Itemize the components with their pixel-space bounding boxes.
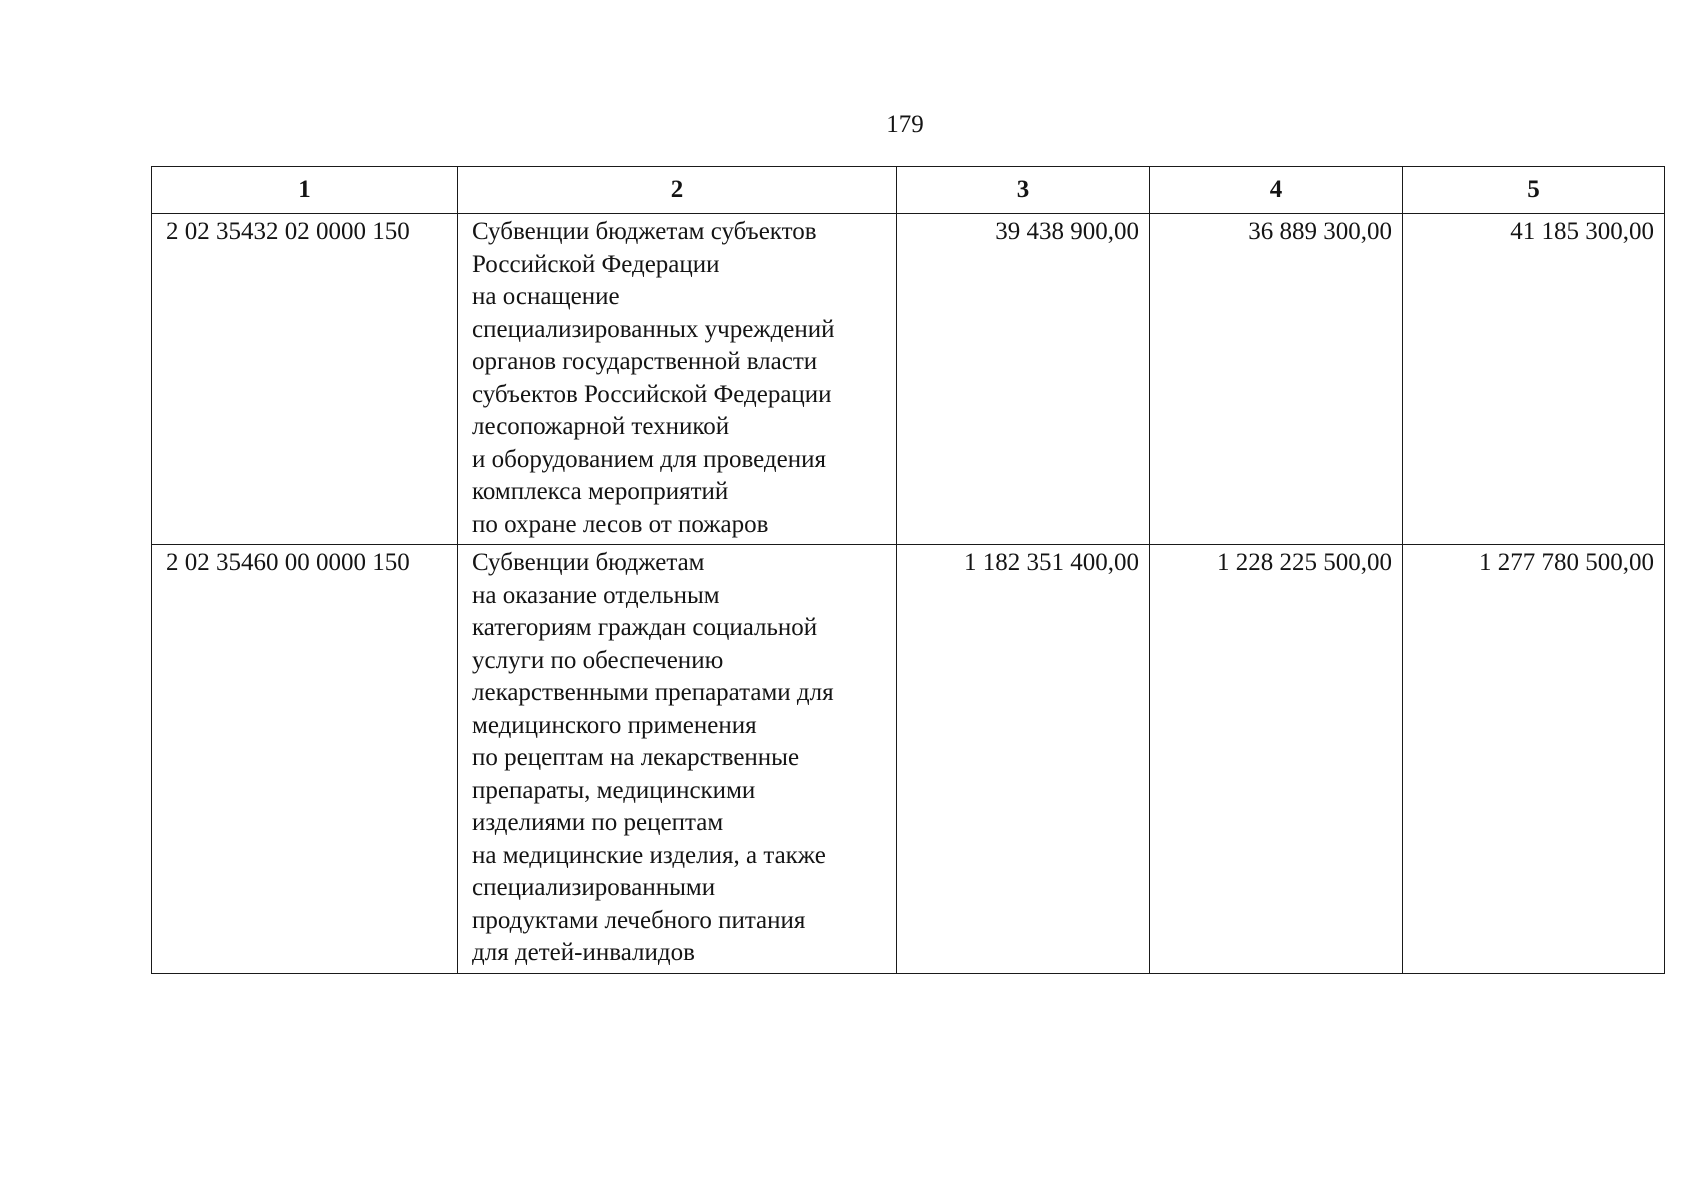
budget-item-name-cell: Субвенции бюджетам на оказание отдельным категориям граждан социальной услуги по обеспечению лекарственными препаратами для медицинского применения по рецептам на лекарственные препараты, медицинскими изделиями по рецептам на медицинские изделия, а также специализированными продуктами лечебного питания для детей-инвалидов — [458, 545, 897, 974]
amount-cell-col4: 36 889 300,00 — [1150, 214, 1403, 545]
column-header-3: 3 — [897, 167, 1150, 214]
column-header-1: 1 — [152, 167, 458, 214]
column-header-5: 5 — [1403, 167, 1665, 214]
column-header-4: 4 — [1150, 167, 1403, 214]
table-row — [152, 545, 1665, 974]
table-row — [152, 214, 1665, 545]
budget-item-name-cell: Субвенции бюджетам субъектов Российской Федерации на оснащение специализированных учреждений органов государственной власти субъектов Российской Федерации лесопожарной техникой и оборудованием для проведения комплекса мероприятий по охране лесов от пожаров — [458, 214, 897, 545]
amount-cell-col5: 1 277 780 500,00 — [1403, 545, 1665, 974]
page-number: 179 — [886, 111, 924, 138]
amount-cell-col3: 1 182 351 400,00 — [897, 545, 1150, 974]
column-header-2: 2 — [458, 167, 897, 214]
budget-code-cell: 2 02 35432 02 0000 150 — [152, 214, 458, 545]
amount-cell-col3: 39 438 900,00 — [897, 214, 1150, 545]
amount-cell-col4: 1 228 225 500,00 — [1150, 545, 1403, 974]
budget-table — [151, 166, 1665, 974]
amount-cell-col5: 41 185 300,00 — [1403, 214, 1665, 545]
table-header-row — [152, 167, 1665, 214]
budget-code-cell: 2 02 35460 00 0000 150 — [152, 545, 458, 974]
